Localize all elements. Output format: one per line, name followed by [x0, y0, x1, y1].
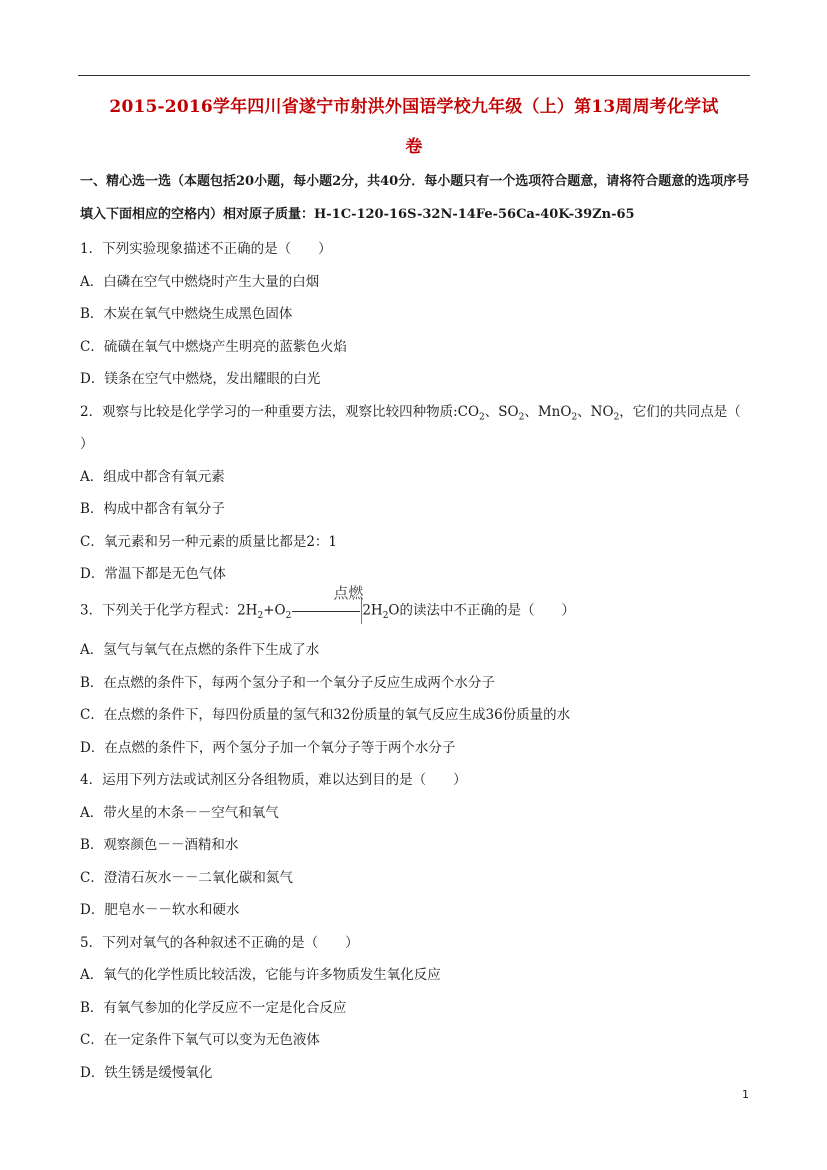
exam-title-line2: 卷 [405, 137, 423, 157]
q2-option-d: D．常温下都是无色气体 [80, 566, 226, 582]
header-rule [78, 75, 750, 76]
q1-option-d: D．镁条在空气中燃烧，发出耀眼的白光 [80, 371, 321, 387]
q5-option-c: C．在一定条件下氧气可以变为无色液体 [80, 1032, 320, 1048]
q3-option-d: D．在点燃的条件下，两个氢分子加一个氧分子等于两个水分子 [80, 740, 456, 756]
q5-stem: 5．下列对氧气的各种叙述不正确的是（ ） [80, 935, 359, 951]
q1-option-c: C．硫磺在氧气中燃烧产生明亮的蓝紫色火焰 [80, 339, 347, 355]
q3-option-a: A．氢气与氧气在点燃的条件下生成了水 [80, 642, 320, 658]
q3-option-c: C．在点燃的条件下，每四份质量的氢气和32份质量的氧气反应生成36份质量的水 [80, 707, 571, 723]
q5-option-b: B．有氧气参加的化学反应不一定是化合反应 [80, 1000, 347, 1016]
q1-stem: 1．下列实验现象描述不正确的是（ ） [80, 241, 332, 257]
equals-bar [292, 611, 360, 612]
reaction-condition: 点燃 [333, 584, 364, 602]
q2-stem: 2．观察与比较是化学学习的一种重要方法，观察比较四种物质$:CO_2$、$SO_2$、MnO$_2$、$NO_2$，它们的共同点是（ [80, 404, 741, 423]
q2-option-a: A．组成中都含有氧元素 [80, 469, 225, 485]
q4-option-b: B．观察颜色－－酒精和水 [80, 837, 239, 853]
exam-title-line1: 2015-2016学年四川省遂宁市射洪外国语学校九年级（上）第13周周考化学试 [109, 97, 719, 117]
reaction-arrow [291, 584, 364, 624]
q5-option-d: D．铁生锈是缓慢氧化 [80, 1065, 213, 1081]
q1-option-b: B．木炭在氧气中燃烧生成黑色固体 [80, 306, 293, 322]
q2-option-c: C．氧元素和另一种元素的质量比都是2：1 [80, 534, 338, 550]
q1-option-a: A．白磷在空气中燃烧时产生大量的白烟 [80, 274, 320, 290]
q2-stem-continued: ） [80, 436, 94, 452]
q4-option-d: D．肥皂水－－软水和硬水 [80, 902, 240, 918]
q5-option-a: A．氧气的化学性质比较活泼，它能与许多物质发生氧化反应 [80, 967, 441, 983]
q4-option-a: A．带火星的木条－－空气和氧气 [80, 805, 279, 821]
q3-option-b: B．在点燃的条件下，每两个氢分子和一个氧分子反应生成两个水分子 [80, 675, 495, 691]
q4-stem: 4．运用下列方法或试剂区分各组物质，难以达到目的是（ ） [80, 772, 467, 788]
q3-stem: 3．下列关于化学方程式：$2H_2+O_2$ 点燃 $2H_2O$的读法中不正确的是（ ） [80, 598, 575, 624]
q4-option-c: C．澄清石灰水－－二氧化碳和氮气 [80, 870, 293, 886]
page-number: 1 [742, 1088, 749, 1101]
section-heading: 一、精心选一选（本题包括20小题，每小题2分，共40分．每小题只有一个选项符合题意，请将符合题意的选项序号填入下面相应的空格内）相对原子质量：H-1C-120-16S-32N-14Fe-56Ca-40K-39Zn-65 [80, 174, 750, 222]
q2-option-b: B．构成中都含有氧分子 [80, 501, 225, 517]
